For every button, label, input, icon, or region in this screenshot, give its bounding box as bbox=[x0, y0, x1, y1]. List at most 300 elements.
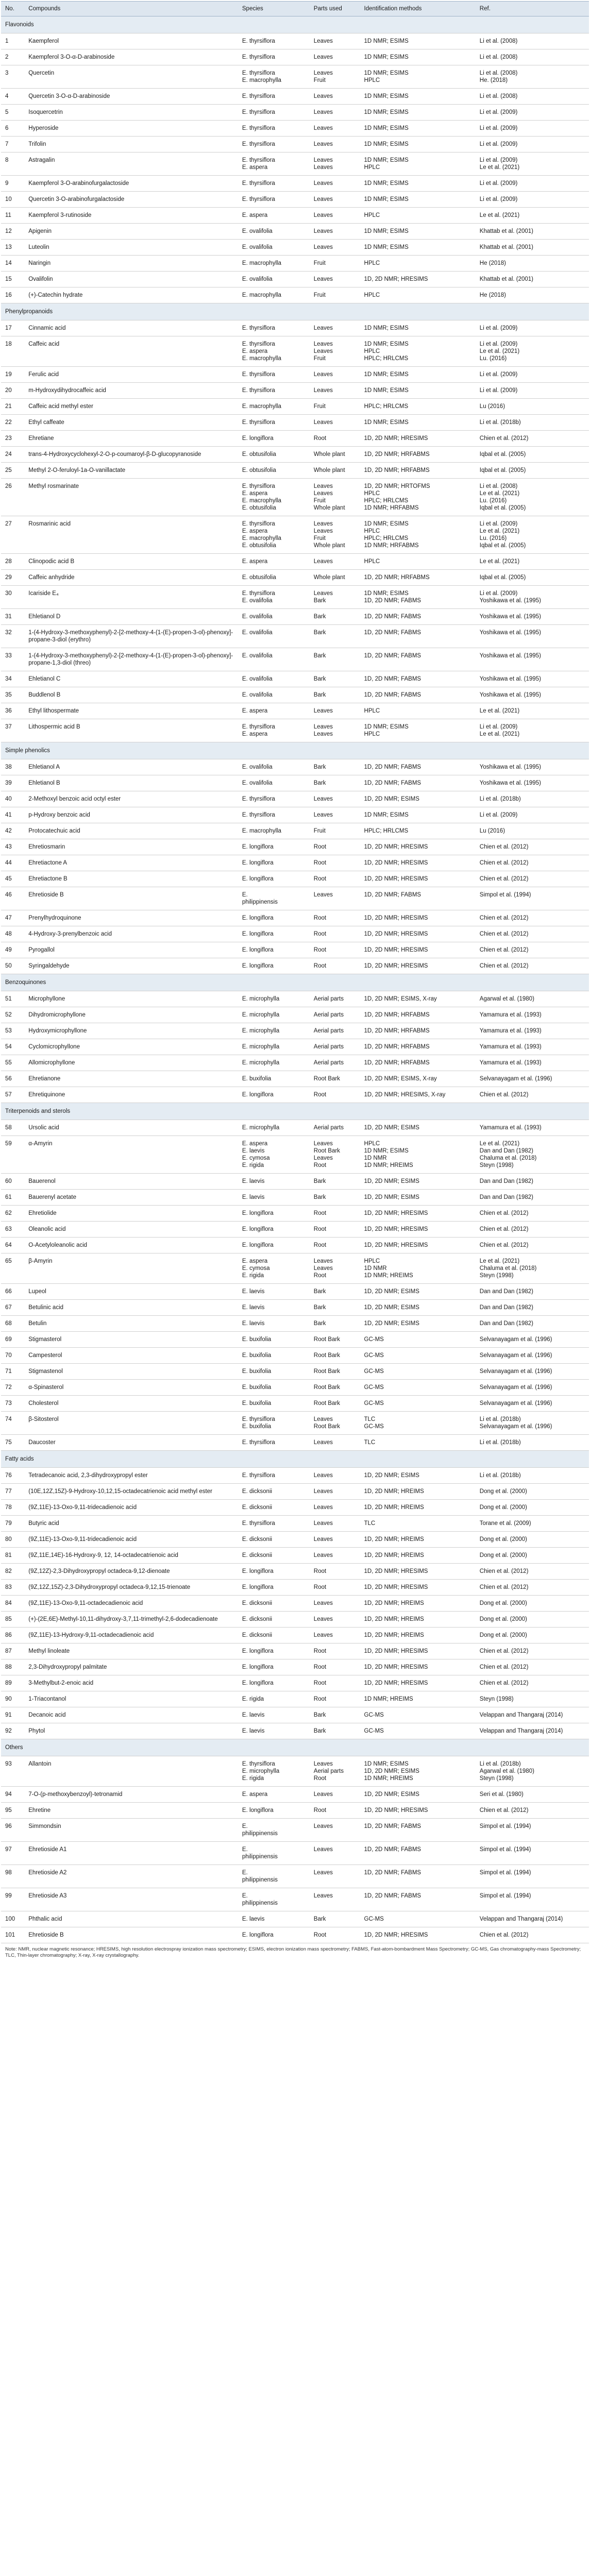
cell-parts-used: Aerial parts bbox=[310, 1023, 360, 1039]
cell-reference: Simpol et al. (1994) bbox=[476, 1865, 589, 1888]
cell-compound: Hyperoside bbox=[24, 121, 238, 137]
cell-reference: Yoshikawa et al. (1995) bbox=[476, 625, 589, 648]
cell-identification-method: 1D, 2D NMR; ESIMS bbox=[360, 1300, 476, 1316]
cell-no: 94 bbox=[1, 1787, 24, 1803]
table-row bbox=[1, 807, 589, 823]
table-row bbox=[1, 1888, 589, 1911]
cell-no: 1 bbox=[1, 33, 24, 49]
cell-no: 58 bbox=[1, 1120, 24, 1136]
cell-no: 49 bbox=[1, 942, 24, 958]
cell-species: E. buxifolia bbox=[238, 1332, 310, 1348]
cell-no: 53 bbox=[1, 1023, 24, 1039]
cell-identification-method: 1D NMR; ESIMS bbox=[360, 415, 476, 431]
cell-parts-used: Root bbox=[310, 1803, 360, 1819]
cell-no: 69 bbox=[1, 1332, 24, 1348]
cell-parts-used: Leaves bbox=[310, 807, 360, 823]
cell-compound: Methyl linoleate bbox=[24, 1643, 238, 1659]
cell-species: E. longiflora bbox=[238, 1675, 310, 1691]
cell-species: E. longiflora bbox=[238, 1580, 310, 1596]
cell-identification-method: 1D NMR; ESIMS bbox=[360, 383, 476, 399]
cell-reference: Lu (2016) bbox=[476, 823, 589, 839]
cell-parts-used: Leaves bbox=[310, 272, 360, 287]
cell-parts-used: Leaves bbox=[310, 33, 360, 49]
cell-identification-method: 1D, 2D NMR; FABMS bbox=[360, 648, 476, 671]
cell-no: 86 bbox=[1, 1628, 24, 1643]
cell-compound: Naringin bbox=[24, 256, 238, 272]
table-row bbox=[1, 1707, 589, 1723]
cell-parts-used: Root bbox=[310, 1580, 360, 1596]
cell-identification-method: 1D, 2D NMR; HRESIMS, X-ray bbox=[360, 1087, 476, 1103]
cell-compound: Ehretianone bbox=[24, 1071, 238, 1087]
cell-parts-used: Leaves bbox=[310, 240, 360, 256]
compounds-table-container bbox=[1, 1, 589, 1959]
section-header-row bbox=[1, 1451, 589, 1468]
cell-compound: Ovalifolin bbox=[24, 272, 238, 287]
cell-no: 5 bbox=[1, 105, 24, 121]
table-row bbox=[1, 287, 589, 303]
table-row bbox=[1, 1865, 589, 1888]
cell-no: 40 bbox=[1, 791, 24, 807]
cell-compound: Methyl rosmarinate bbox=[24, 479, 238, 516]
section-title: Fatty acids bbox=[1, 1451, 589, 1468]
cell-parts-used: Aerial parts bbox=[310, 1039, 360, 1055]
cell-parts-used: Fruit bbox=[310, 399, 360, 415]
cell-identification-method: GC-MS bbox=[360, 1332, 476, 1348]
cell-identification-method: 1D, 2D NMR; HREIMS bbox=[360, 1484, 476, 1500]
section-title: Flavonoids bbox=[1, 16, 589, 33]
table-row bbox=[1, 1412, 589, 1435]
cell-compound: (+)-(2E,6E)-Methyl-10,11-dihydroxy-3,7,11-trimethyl-2,6-dodecadienoate bbox=[24, 1612, 238, 1628]
cell-reference: Dan and Dan (1982) bbox=[476, 1190, 589, 1206]
cell-identification-method: 1D, 2D NMR; HRESIMS bbox=[360, 855, 476, 871]
cell-parts-used: Root bbox=[310, 1659, 360, 1675]
cell-compound: Ehletianol C bbox=[24, 671, 238, 687]
cell-identification-method: GC-MS bbox=[360, 1396, 476, 1412]
table-header-row bbox=[1, 2, 589, 16]
table-row bbox=[1, 1787, 589, 1803]
cell-no: 23 bbox=[1, 431, 24, 447]
cell-no: 80 bbox=[1, 1532, 24, 1548]
cell-compound: 4-Hydroxy-3-prenylbenzoic acid bbox=[24, 926, 238, 942]
cell-species: E. thyrsiflora bbox=[238, 1516, 310, 1532]
cell-species: E. thyrsiflora bbox=[238, 49, 310, 65]
cell-compound: Ehletianol D bbox=[24, 609, 238, 625]
cell-compound: (10E,12Z,15Z)-9-Hydroxy-10,12,15-octadecatrienoic acid methyl ester bbox=[24, 1484, 238, 1500]
cell-parts-used: Leaves bbox=[310, 1500, 360, 1516]
table-row bbox=[1, 554, 589, 570]
cell-parts-used: Bark bbox=[310, 1707, 360, 1723]
cell-parts-used: Leaves bbox=[310, 208, 360, 224]
table-row bbox=[1, 1803, 589, 1819]
cell-compound: Butyric acid bbox=[24, 1516, 238, 1532]
table-row bbox=[1, 648, 589, 671]
table-row bbox=[1, 1222, 589, 1238]
table-row bbox=[1, 1564, 589, 1580]
cell-parts-used: Fruit bbox=[310, 823, 360, 839]
cell-identification-method: 1D, 2D NMR; FABMS bbox=[360, 1819, 476, 1842]
cell-no: 2 bbox=[1, 49, 24, 65]
cell-identification-method: 1D, 2D NMR; ESIMS bbox=[360, 791, 476, 807]
cell-parts-used: Whole plant bbox=[310, 463, 360, 479]
cell-reference: Selvanayagam et al. (1996) bbox=[476, 1364, 589, 1380]
cell-identification-method: 1D, 2D NMR; HRESIMS bbox=[360, 1659, 476, 1675]
cell-parts-used: Leaves bbox=[310, 192, 360, 208]
cell-species: E. longiflora bbox=[238, 958, 310, 974]
cell-no: 55 bbox=[1, 1055, 24, 1071]
cell-reference: Yamamura et al. (1993) bbox=[476, 1055, 589, 1071]
cell-reference: Li et al. (2009) bbox=[476, 192, 589, 208]
table-row bbox=[1, 671, 589, 687]
cell-parts-used: Fruit bbox=[310, 287, 360, 303]
cell-identification-method: 1D, 2D NMR; FABMS bbox=[360, 1842, 476, 1865]
cell-identification-method: GC-MS bbox=[360, 1380, 476, 1396]
cell-reference: Dong et al. (2000) bbox=[476, 1484, 589, 1500]
section-title: Triterpenoids and sterols bbox=[1, 1103, 589, 1120]
cell-no: 71 bbox=[1, 1364, 24, 1380]
table-row bbox=[1, 1580, 589, 1596]
cell-no: 96 bbox=[1, 1819, 24, 1842]
cell-species: E. obtusifolia bbox=[238, 463, 310, 479]
cell-species: E. ovalifolia bbox=[238, 648, 310, 671]
cell-compound: Ehretiactone B bbox=[24, 871, 238, 887]
cell-reference: Li et al. (2018b) bbox=[476, 1435, 589, 1451]
cell-species: E. laevis bbox=[238, 1723, 310, 1739]
cell-identification-method: 1D, 2D NMR; HREIMS bbox=[360, 1628, 476, 1643]
cell-parts-used: Leaves Leaves Fruit Whole plant bbox=[310, 479, 360, 516]
cell-parts-used: Root bbox=[310, 1643, 360, 1659]
cell-reference: Li et al. (2018b) bbox=[476, 791, 589, 807]
cell-compound: Quercetin 3-O-α-D-arabinoside bbox=[24, 89, 238, 105]
cell-identification-method: 1D, 2D NMR; HRESIMS bbox=[360, 839, 476, 855]
cell-identification-method: 1D, 2D NMR; HRFABMS bbox=[360, 1039, 476, 1055]
cell-no: 34 bbox=[1, 671, 24, 687]
cell-identification-method: 1D, 2D NMR; HRFABMS bbox=[360, 463, 476, 479]
cell-compound: 7-O-(p-methoxybenzoyl)-tetronamid bbox=[24, 1787, 238, 1803]
cell-parts-used: Root bbox=[310, 839, 360, 855]
compounds-table bbox=[1, 1, 589, 1943]
cell-compound: Tetradecanoic acid, 2,3-dihydroxypropyl ester bbox=[24, 1468, 238, 1484]
cell-no: 87 bbox=[1, 1643, 24, 1659]
cell-no: 19 bbox=[1, 367, 24, 383]
cell-identification-method: 1D NMR; ESIMS bbox=[360, 105, 476, 121]
cell-no: 18 bbox=[1, 336, 24, 367]
cell-compound: 2,3-Dihydroxypropyl palmitate bbox=[24, 1659, 238, 1675]
cell-compound: (+)-Catechin hydrate bbox=[24, 287, 238, 303]
cell-species: E. microphylla bbox=[238, 1039, 310, 1055]
cell-species: E. thyrsiflora E. aspera E. macrophylla bbox=[238, 336, 310, 367]
cell-compound: p-Hydroxy benzoic acid bbox=[24, 807, 238, 823]
cell-parts-used: Leaves Fruit bbox=[310, 65, 360, 89]
cell-reference: Yamamura et al. (1993) bbox=[476, 1039, 589, 1055]
table-row bbox=[1, 1819, 589, 1842]
cell-no: 20 bbox=[1, 383, 24, 399]
cell-parts-used: Leaves bbox=[310, 89, 360, 105]
cell-species: E. ovalifolia bbox=[238, 759, 310, 775]
cell-identification-method: 1D, 2D NMR; ESIMS bbox=[360, 1787, 476, 1803]
cell-parts-used: Root Bark bbox=[310, 1348, 360, 1364]
cell-no: 84 bbox=[1, 1596, 24, 1612]
cell-no: 68 bbox=[1, 1316, 24, 1332]
cell-identification-method: 1D, 2D NMR; HRESIMS bbox=[360, 1643, 476, 1659]
cell-compound: α-Spinasterol bbox=[24, 1380, 238, 1396]
cell-parts-used: Leaves Leaves bbox=[310, 719, 360, 742]
cell-no: 95 bbox=[1, 1803, 24, 1819]
cell-reference: Li et al. (2009) bbox=[476, 176, 589, 192]
cell-compound: Quercetin bbox=[24, 65, 238, 89]
cell-reference: Li et al. (2009) bbox=[476, 137, 589, 152]
cell-species: E. rigida bbox=[238, 1691, 310, 1707]
table-row bbox=[1, 958, 589, 974]
cell-parts-used: Leaves Root Bark Leaves Root bbox=[310, 1136, 360, 1174]
cell-identification-method: 1D, 2D NMR; ESIMS bbox=[360, 1190, 476, 1206]
cell-parts-used: Leaves Leaves Fruit Whole plant bbox=[310, 516, 360, 554]
table-row bbox=[1, 791, 589, 807]
cell-species: E. thyrsiflora bbox=[238, 192, 310, 208]
table-row bbox=[1, 137, 589, 152]
section-header-row bbox=[1, 1739, 589, 1756]
cell-species: E. longiflora bbox=[238, 910, 310, 926]
cell-species: E. thyrsiflora bbox=[238, 89, 310, 105]
cell-identification-method: 1D, 2D NMR; HRESIMS bbox=[360, 942, 476, 958]
cell-species: E. thyrsiflora bbox=[238, 383, 310, 399]
cell-compound: 1-Triacontanol bbox=[24, 1691, 238, 1707]
table-row bbox=[1, 1055, 589, 1071]
cell-parts-used: Leaves bbox=[310, 1532, 360, 1548]
cell-parts-used: Leaves bbox=[310, 1596, 360, 1612]
cell-no: 101 bbox=[1, 1927, 24, 1943]
cell-species: E. ovalifolia bbox=[238, 625, 310, 648]
cell-species: E. ovalifolia bbox=[238, 240, 310, 256]
section-title: Phenylpropanoids bbox=[1, 303, 589, 320]
cell-compound: Daucoster bbox=[24, 1435, 238, 1451]
cell-identification-method: GC-MS bbox=[360, 1911, 476, 1927]
cell-no: 90 bbox=[1, 1691, 24, 1707]
cell-identification-method: 1D, 2D NMR; HRFABMS bbox=[360, 570, 476, 586]
cell-compound: Ehretioside B bbox=[24, 887, 238, 910]
cell-parts-used: Bark bbox=[310, 687, 360, 703]
cell-identification-method: 1D, 2D NMR; ESIMS, X-ray bbox=[360, 1071, 476, 1087]
cell-identification-method: 1D, 2D NMR; HREIMS bbox=[360, 1612, 476, 1628]
cell-identification-method: 1D, 2D NMR; FABMS bbox=[360, 609, 476, 625]
cell-no: 82 bbox=[1, 1564, 24, 1580]
cell-parts-used: Leaves bbox=[310, 1865, 360, 1888]
cell-reference: Chien et al. (2012) bbox=[476, 958, 589, 974]
cell-species: E. buxifolia bbox=[238, 1396, 310, 1412]
cell-reference: Dong et al. (2000) bbox=[476, 1532, 589, 1548]
cell-reference: Li et al. (2009) bbox=[476, 121, 589, 137]
cell-no: 99 bbox=[1, 1888, 24, 1911]
cell-no: 32 bbox=[1, 625, 24, 648]
cell-reference: Le et al. (2021) Dan and Dan (1982) Chaluma et al. (2018) Steyn (1998) bbox=[476, 1136, 589, 1174]
table-row bbox=[1, 1532, 589, 1548]
cell-identification-method: HPLC bbox=[360, 703, 476, 719]
cell-compound: Trifolin bbox=[24, 137, 238, 152]
cell-compound: Isoquercetrin bbox=[24, 105, 238, 121]
cell-reference: Dan and Dan (1982) bbox=[476, 1174, 589, 1190]
section-header-row bbox=[1, 742, 589, 759]
cell-identification-method: 1D, 2D NMR; HRESIMS bbox=[360, 910, 476, 926]
cell-parts-used: Leaves bbox=[310, 176, 360, 192]
table-row bbox=[1, 240, 589, 256]
table-row bbox=[1, 320, 589, 336]
cell-parts-used: Root Bark bbox=[310, 1332, 360, 1348]
cell-no: 59 bbox=[1, 1136, 24, 1174]
table-row bbox=[1, 1316, 589, 1332]
cell-identification-method: 1D, 2D NMR; HRESIMS bbox=[360, 1222, 476, 1238]
table-row bbox=[1, 399, 589, 415]
cell-no: 78 bbox=[1, 1500, 24, 1516]
cell-identification-method: 1D, 2D NMR; FABMS bbox=[360, 775, 476, 791]
cell-reference: Chien et al. (2012) bbox=[476, 1675, 589, 1691]
cell-reference: Chien et al. (2012) bbox=[476, 1659, 589, 1675]
cell-reference: Li et al. (2009) bbox=[476, 320, 589, 336]
cell-reference: Chien et al. (2012) bbox=[476, 1238, 589, 1253]
table-row bbox=[1, 516, 589, 554]
cell-species: E. longiflora bbox=[238, 431, 310, 447]
cell-species: E. dicksonii bbox=[238, 1596, 310, 1612]
cell-no: 25 bbox=[1, 463, 24, 479]
cell-reference: Chien et al. (2012) bbox=[476, 871, 589, 887]
table-row bbox=[1, 775, 589, 791]
cell-identification-method: 1D NMR; ESIMS bbox=[360, 224, 476, 240]
cell-compound: Clinopodic acid B bbox=[24, 554, 238, 570]
table-row bbox=[1, 152, 589, 176]
table-row bbox=[1, 1300, 589, 1316]
table-row bbox=[1, 49, 589, 65]
cell-no: 100 bbox=[1, 1911, 24, 1927]
section-header-row bbox=[1, 974, 589, 991]
cell-reference: Simpol et al. (1994) bbox=[476, 887, 589, 910]
cell-no: 76 bbox=[1, 1468, 24, 1484]
section-title: Benzoquinones bbox=[1, 974, 589, 991]
cell-reference: Li et al. (2009) Le et al. (2021) Lu. (2016) bbox=[476, 336, 589, 367]
cell-species: E. thyrsiflora E. macrophylla bbox=[238, 65, 310, 89]
cell-reference: Yoshikawa et al. (1995) bbox=[476, 609, 589, 625]
cell-parts-used: Bark bbox=[310, 625, 360, 648]
cell-reference: Chien et al. (2012) bbox=[476, 942, 589, 958]
cell-compound: Hydroxymicrophyllone bbox=[24, 1023, 238, 1039]
cell-identification-method: 1D, 2D NMR; ESIMS bbox=[360, 1174, 476, 1190]
cell-species: E. thyrsiflora bbox=[238, 1468, 310, 1484]
cell-no: 64 bbox=[1, 1238, 24, 1253]
cell-identification-method: 1D, 2D NMR; HRESIMS bbox=[360, 1803, 476, 1819]
cell-no: 73 bbox=[1, 1396, 24, 1412]
cell-compound: Caffeic acid methyl ester bbox=[24, 399, 238, 415]
cell-parts-used: Leaves Leaves bbox=[310, 152, 360, 176]
table-row bbox=[1, 256, 589, 272]
cell-identification-method: 1D NMR; ESIMS bbox=[360, 320, 476, 336]
cell-parts-used: Root bbox=[310, 1206, 360, 1222]
cell-parts-used: Leaves bbox=[310, 121, 360, 137]
table-body bbox=[1, 16, 589, 1943]
cell-reference: Velappan and Thangaraj (2014) bbox=[476, 1707, 589, 1723]
table-row bbox=[1, 1500, 589, 1516]
cell-reference: Li et al. (2008) Le et al. (2021) Lu. (2016) Iqbal et al. (2005) bbox=[476, 479, 589, 516]
cell-no: 27 bbox=[1, 516, 24, 554]
cell-reference: Li et al. (2018b) bbox=[476, 415, 589, 431]
table-row bbox=[1, 272, 589, 287]
cell-species: E. laevis bbox=[238, 1190, 310, 1206]
cell-no: 60 bbox=[1, 1174, 24, 1190]
table-row bbox=[1, 224, 589, 240]
cell-compound: Protocatechuic acid bbox=[24, 823, 238, 839]
cell-parts-used: Whole plant bbox=[310, 447, 360, 463]
table-row bbox=[1, 1468, 589, 1484]
cell-identification-method: 1D, 2D NMR; FABMS bbox=[360, 1865, 476, 1888]
cell-compound: Ehletianol A bbox=[24, 759, 238, 775]
table-row bbox=[1, 823, 589, 839]
cell-parts-used: Leaves Leaves Root bbox=[310, 1253, 360, 1284]
cell-identification-method: 1D, 2D NMR; HRESIMS bbox=[360, 431, 476, 447]
table-row bbox=[1, 1120, 589, 1136]
cell-no: 28 bbox=[1, 554, 24, 570]
cell-species: E. longiflora bbox=[238, 926, 310, 942]
cell-compound: Lithospermic acid B bbox=[24, 719, 238, 742]
cell-species: E. microphylla bbox=[238, 1120, 310, 1136]
section-header-row bbox=[1, 16, 589, 33]
cell-no: 48 bbox=[1, 926, 24, 942]
cell-compound: Ehretine bbox=[24, 1803, 238, 1819]
cell-compound: Buddlenol B bbox=[24, 687, 238, 703]
cell-no: 29 bbox=[1, 570, 24, 586]
cell-compound: Rosmarinic acid bbox=[24, 516, 238, 554]
cell-compound: Stigmasterol bbox=[24, 1332, 238, 1348]
cell-reference: Yamamura et al. (1993) bbox=[476, 1120, 589, 1136]
header-parts-used: Parts used bbox=[310, 2, 360, 16]
cell-compound: Quercetin 3-O-arabinofurgalactoside bbox=[24, 192, 238, 208]
cell-no: 17 bbox=[1, 320, 24, 336]
cell-reference: Iqbal et al. (2005) bbox=[476, 463, 589, 479]
cell-no: 6 bbox=[1, 121, 24, 137]
cell-compound: Apigenin bbox=[24, 224, 238, 240]
cell-compound: Kaempferol 3-O-α-D-arabinoside bbox=[24, 49, 238, 65]
cell-species: E. longiflora bbox=[238, 1659, 310, 1675]
table-row bbox=[1, 1691, 589, 1707]
table-row bbox=[1, 609, 589, 625]
cell-identification-method: 1D, 2D NMR; HREIMS bbox=[360, 1596, 476, 1612]
table-row bbox=[1, 942, 589, 958]
cell-species: E. thyrsiflora bbox=[238, 121, 310, 137]
cell-reference: Le et al. (2021) bbox=[476, 208, 589, 224]
cell-no: 10 bbox=[1, 192, 24, 208]
cell-identification-method: HPLC 1D NMR; ESIMS 1D NMR 1D NMR; HREIMS bbox=[360, 1136, 476, 1174]
table-row bbox=[1, 1756, 589, 1787]
table-row bbox=[1, 1190, 589, 1206]
table-row bbox=[1, 1659, 589, 1675]
cell-compound: β-Sitosterol bbox=[24, 1412, 238, 1435]
header-ref: Ref. bbox=[476, 2, 589, 16]
cell-no: 75 bbox=[1, 1435, 24, 1451]
cell-no: 26 bbox=[1, 479, 24, 516]
cell-species: E. dicksonii bbox=[238, 1500, 310, 1516]
cell-identification-method: 1D, 2D NMR; HRESIMS bbox=[360, 1927, 476, 1943]
cell-no: 24 bbox=[1, 447, 24, 463]
table-row bbox=[1, 910, 589, 926]
cell-reference: Li et al. (2018b) bbox=[476, 1468, 589, 1484]
cell-species: E. laevis bbox=[238, 1174, 310, 1190]
cell-reference: Le et al. (2021) Chaluma et al. (2018) Steyn (1998) bbox=[476, 1253, 589, 1284]
cell-species: E. aspera E. laevis E. cymosa E. rigida bbox=[238, 1136, 310, 1174]
section-title: Others bbox=[1, 1739, 589, 1756]
cell-compound: Astragalin bbox=[24, 152, 238, 176]
cell-no: 9 bbox=[1, 176, 24, 192]
cell-parts-used: Leaves bbox=[310, 1468, 360, 1484]
cell-compound: Kaempferol bbox=[24, 33, 238, 49]
cell-parts-used: Bark bbox=[310, 759, 360, 775]
table-row bbox=[1, 687, 589, 703]
cell-species: E. longiflora bbox=[238, 942, 310, 958]
cell-compound: Luteolin bbox=[24, 240, 238, 256]
